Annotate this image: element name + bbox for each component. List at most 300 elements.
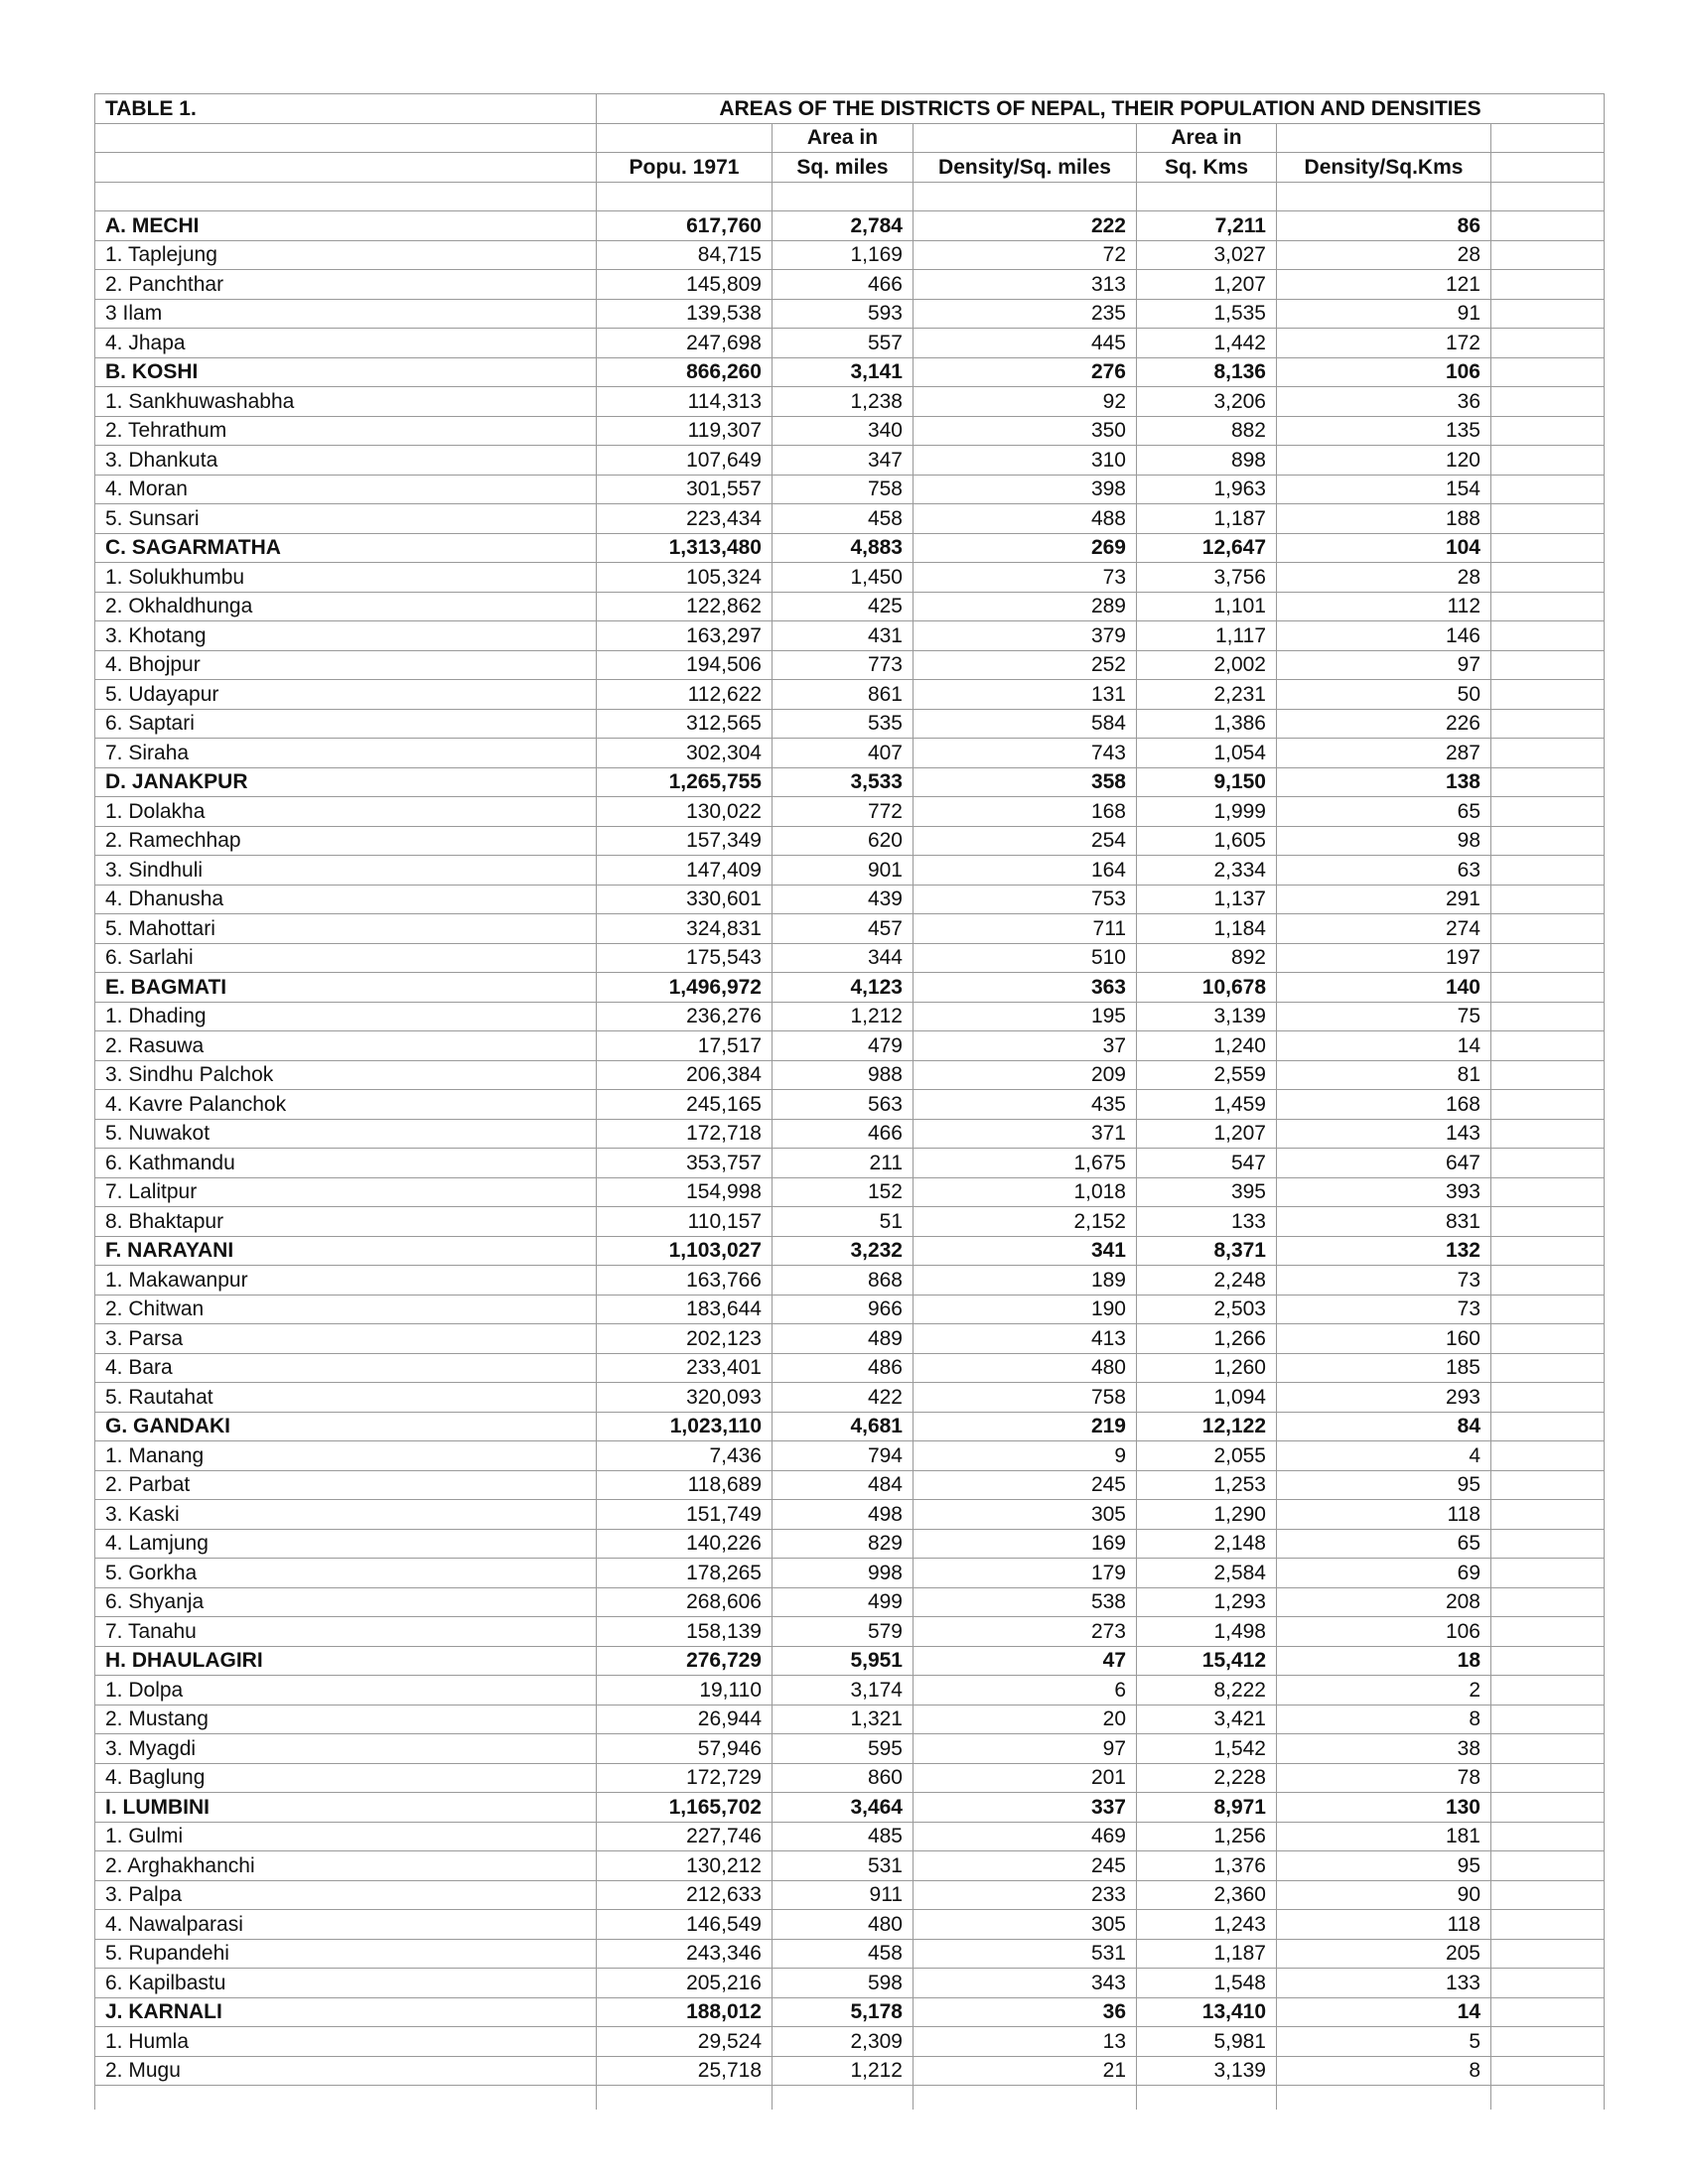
- population-cell: 223,434: [597, 504, 773, 534]
- area-sq-miles-cell: 2,309: [773, 2027, 914, 2057]
- empty-cell: [1491, 1939, 1605, 1969]
- area-sq-kms-cell: 2,055: [1137, 1441, 1277, 1471]
- area-sq-kms-cell: 1,256: [1137, 1822, 1277, 1851]
- district-row: [95, 650, 1605, 680]
- district-name: 4. Jhapa: [95, 329, 597, 358]
- district-name: 2. Arghakhanchi: [95, 1851, 597, 1881]
- district-row: [95, 1705, 1605, 1734]
- area-sq-miles-cell: 3,174: [773, 1676, 914, 1706]
- zone-name: F. NARAYANI: [95, 1236, 597, 1266]
- zone-name: A. MECHI: [95, 211, 597, 241]
- district-name: 3. Kaski: [95, 1500, 597, 1530]
- district-row: [95, 1266, 1605, 1296]
- area-sq-kms-cell: 1,999: [1137, 797, 1277, 827]
- area-sq-kms-cell: 2,248: [1137, 1266, 1277, 1296]
- empty-cell: [1491, 797, 1605, 827]
- spacer-cell: [914, 182, 1137, 211]
- empty-cell: [1491, 1060, 1605, 1090]
- density-sq-miles-cell: 47: [914, 1646, 1137, 1676]
- empty-cell: [1491, 446, 1605, 476]
- population-cell: 320,093: [597, 1383, 773, 1413]
- population-cell: 163,766: [597, 1266, 773, 1296]
- district-name: 2. Rasuwa: [95, 1031, 597, 1061]
- area-sq-miles-cell: 425: [773, 592, 914, 621]
- population-cell: 617,760: [597, 211, 773, 241]
- density-sq-miles-cell: 435: [914, 1090, 1137, 1120]
- area-sq-miles-cell: 466: [773, 270, 914, 300]
- area-sq-kms-cell: 1,376: [1137, 1851, 1277, 1881]
- density-sq-miles-cell: 1,018: [914, 1177, 1137, 1207]
- header-density-sq-miles: Density/Sq. miles: [914, 153, 1137, 183]
- density-sq-miles-cell: 245: [914, 1851, 1137, 1881]
- area-sq-miles-cell: 5,178: [773, 1997, 914, 2027]
- area-sq-kms-cell: 1,253: [1137, 1470, 1277, 1500]
- empty-cell: [1491, 943, 1605, 973]
- area-sq-kms-cell: 1,498: [1137, 1617, 1277, 1647]
- empty-cell: [1491, 973, 1605, 1003]
- density-sq-kms-cell: 181: [1277, 1822, 1491, 1851]
- area-sq-kms-cell: 2,559: [1137, 1060, 1277, 1090]
- district-name: 2. Parbat: [95, 1470, 597, 1500]
- density-sq-kms-cell: 8: [1277, 1705, 1491, 1734]
- density-sq-miles-cell: 343: [914, 1969, 1137, 1998]
- population-cell: 866,260: [597, 357, 773, 387]
- area-sq-miles-cell: 620: [773, 826, 914, 856]
- population-cell: 324,831: [597, 914, 773, 944]
- density-sq-kms-cell: 291: [1277, 885, 1491, 914]
- header-cell-empty: [95, 153, 597, 183]
- district-name: 3. Parsa: [95, 1324, 597, 1354]
- spacer-cell: [1491, 182, 1605, 211]
- header-cell-empty: [914, 123, 1137, 153]
- area-sq-miles-cell: 489: [773, 1324, 914, 1354]
- density-sq-miles-cell: 363: [914, 973, 1137, 1003]
- area-sq-kms-cell: 1,459: [1137, 1090, 1277, 1120]
- density-sq-miles-cell: 531: [914, 1939, 1137, 1969]
- area-sq-miles-cell: 772: [773, 797, 914, 827]
- area-sq-miles-cell: 2,784: [773, 211, 914, 241]
- population-cell: 57,946: [597, 1734, 773, 1764]
- population-cell: 188,012: [597, 1997, 773, 2027]
- area-sq-miles-cell: 794: [773, 1441, 914, 1471]
- density-sq-miles-cell: 37: [914, 1031, 1137, 1061]
- density-sq-miles-cell: 222: [914, 211, 1137, 241]
- density-sq-miles-cell: 219: [914, 1412, 1137, 1441]
- area-sq-kms-cell: 1,187: [1137, 504, 1277, 534]
- district-name: 1. Dolpa: [95, 1676, 597, 1706]
- district-name: 2. Ramechhap: [95, 826, 597, 856]
- density-sq-kms-cell: 97: [1277, 650, 1491, 680]
- empty-cell: [1491, 1266, 1605, 1296]
- area-sq-kms-cell: 2,231: [1137, 680, 1277, 710]
- district-row: [95, 621, 1605, 651]
- zone-row: [95, 1997, 1605, 2027]
- spacer-cell: [597, 182, 773, 211]
- density-sq-miles-cell: 201: [914, 1763, 1137, 1793]
- zone-name: J. KARNALI: [95, 1997, 597, 2027]
- empty-cell: [1491, 1031, 1605, 1061]
- zone-row: [95, 1412, 1605, 1441]
- district-name: 7. Tanahu: [95, 1617, 597, 1647]
- area-sq-kms-cell: 7,211: [1137, 211, 1277, 241]
- area-sq-miles-cell: 1,212: [773, 2056, 914, 2086]
- empty-cell: [1491, 1353, 1605, 1383]
- area-sq-miles-cell: 484: [773, 1470, 914, 1500]
- district-row: [95, 1851, 1605, 1881]
- area-sq-kms-cell: 1,137: [1137, 885, 1277, 914]
- empty-cell: [1491, 2086, 1605, 2111]
- area-sq-kms-cell: 1,605: [1137, 826, 1277, 856]
- header-cell-empty: [1491, 123, 1605, 153]
- area-sq-miles-cell: 486: [773, 1353, 914, 1383]
- area-sq-kms-cell: 3,139: [1137, 1002, 1277, 1031]
- empty-cell: [1491, 856, 1605, 886]
- density-sq-kms-cell: 69: [1277, 1559, 1491, 1588]
- district-row: [95, 1676, 1605, 1706]
- area-sq-miles-cell: 1,450: [773, 563, 914, 593]
- density-sq-kms-cell: 86: [1277, 211, 1491, 241]
- empty-cell: [1491, 299, 1605, 329]
- area-sq-kms-cell: 1,442: [1137, 329, 1277, 358]
- area-sq-miles-cell: 407: [773, 739, 914, 768]
- header-area-sq-kms-top: Area in: [1137, 123, 1277, 153]
- district-row: [95, 797, 1605, 827]
- area-sq-miles-cell: 535: [773, 709, 914, 739]
- district-name: 1. Makawanpur: [95, 1266, 597, 1296]
- empty-cell: [1491, 270, 1605, 300]
- density-sq-miles-cell: 131: [914, 680, 1137, 710]
- area-sq-kms-cell: 2,334: [1137, 856, 1277, 886]
- density-sq-kms-cell: 91: [1277, 299, 1491, 329]
- empty-cell: [1277, 2086, 1491, 2111]
- zone-name: G. GANDAKI: [95, 1412, 597, 1441]
- empty-cell: [1491, 1676, 1605, 1706]
- density-sq-kms-cell: 135: [1277, 416, 1491, 446]
- density-sq-miles-cell: 189: [914, 1266, 1137, 1296]
- density-sq-miles-cell: 9: [914, 1441, 1137, 1471]
- area-sq-miles-cell: 3,232: [773, 1236, 914, 1266]
- area-sq-kms-cell: 1,535: [1137, 299, 1277, 329]
- density-sq-kms-cell: 106: [1277, 1617, 1491, 1647]
- empty-cell: [1491, 1470, 1605, 1500]
- density-sq-miles-cell: 445: [914, 329, 1137, 358]
- area-sq-kms-cell: 2,584: [1137, 1559, 1277, 1588]
- population-cell: 114,313: [597, 387, 773, 417]
- area-sq-miles-cell: 499: [773, 1587, 914, 1617]
- density-sq-kms-cell: 28: [1277, 240, 1491, 270]
- empty-cell: [1491, 1002, 1605, 1031]
- area-sq-kms-cell: 882: [1137, 416, 1277, 446]
- density-sq-miles-cell: 169: [914, 1529, 1137, 1559]
- district-name: 1. Sankhuwashabha: [95, 387, 597, 417]
- population-cell: 139,538: [597, 299, 773, 329]
- district-name: 2. Mugu: [95, 2056, 597, 2086]
- area-sq-kms-cell: 1,293: [1137, 1587, 1277, 1617]
- density-sq-miles-cell: 350: [914, 416, 1137, 446]
- population-cell: 26,944: [597, 1705, 773, 1734]
- district-row: [95, 270, 1605, 300]
- density-sq-miles-cell: 254: [914, 826, 1137, 856]
- district-row: [95, 329, 1605, 358]
- district-row: [95, 826, 1605, 856]
- density-sq-miles-cell: 413: [914, 1324, 1137, 1354]
- empty-cell: [1491, 621, 1605, 651]
- density-sq-kms-cell: 146: [1277, 621, 1491, 651]
- district-row: [95, 475, 1605, 504]
- empty-cell: [1491, 1236, 1605, 1266]
- population-cell: 154,998: [597, 1177, 773, 1207]
- density-sq-kms-cell: 90: [1277, 1880, 1491, 1910]
- density-sq-miles-cell: 379: [914, 621, 1137, 651]
- district-name: 2. Mustang: [95, 1705, 597, 1734]
- district-row: [95, 680, 1605, 710]
- area-sq-miles-cell: 3,464: [773, 1793, 914, 1823]
- area-sq-miles-cell: 598: [773, 1969, 914, 1998]
- population-cell: 236,276: [597, 1002, 773, 1031]
- area-sq-kms-cell: 2,228: [1137, 1763, 1277, 1793]
- density-sq-miles-cell: 245: [914, 1470, 1137, 1500]
- area-sq-kms-cell: 1,054: [1137, 739, 1277, 768]
- header-cell-empty: [1491, 153, 1605, 183]
- density-sq-kms-cell: 140: [1277, 973, 1491, 1003]
- empty-cell: [1491, 1880, 1605, 1910]
- density-sq-miles-cell: 209: [914, 1060, 1137, 1090]
- density-sq-miles-cell: 469: [914, 1822, 1137, 1851]
- area-sq-miles-cell: 966: [773, 1295, 914, 1324]
- empty-cell: [1491, 739, 1605, 768]
- district-row: [95, 1177, 1605, 1207]
- empty-cell: [1491, 1822, 1605, 1851]
- density-sq-kms-cell: 154: [1277, 475, 1491, 504]
- empty-cell: [1491, 709, 1605, 739]
- population-cell: 25,718: [597, 2056, 773, 2086]
- density-sq-miles-cell: 252: [914, 650, 1137, 680]
- density-sq-kms-cell: 226: [1277, 709, 1491, 739]
- density-sq-kms-cell: 18: [1277, 1646, 1491, 1676]
- district-row: [95, 1910, 1605, 1940]
- density-sq-kms-cell: 5: [1277, 2027, 1491, 2057]
- density-sq-kms-cell: 81: [1277, 1060, 1491, 1090]
- district-row: [95, 1207, 1605, 1237]
- population-cell: 1,023,110: [597, 1412, 773, 1441]
- density-sq-kms-cell: 65: [1277, 797, 1491, 827]
- population-cell: 330,601: [597, 885, 773, 914]
- district-name: 1. Dhading: [95, 1002, 597, 1031]
- density-sq-miles-cell: 305: [914, 1500, 1137, 1530]
- density-sq-miles-cell: 584: [914, 709, 1137, 739]
- area-sq-kms-cell: 1,266: [1137, 1324, 1277, 1354]
- trailing-row: [95, 2086, 1605, 2111]
- population-cell: 140,226: [597, 1529, 773, 1559]
- empty-cell: [1491, 387, 1605, 417]
- zone-row: [95, 211, 1605, 241]
- area-sq-miles-cell: 152: [773, 1177, 914, 1207]
- district-name: 2. Panchthar: [95, 270, 597, 300]
- area-sq-miles-cell: 860: [773, 1763, 914, 1793]
- district-row: [95, 563, 1605, 593]
- district-row: [95, 1969, 1605, 1998]
- district-row: [95, 1939, 1605, 1969]
- district-name: 2. Tehrathum: [95, 416, 597, 446]
- district-row: [95, 1734, 1605, 1764]
- empty-cell: [95, 2086, 597, 2111]
- density-sq-kms-cell: 287: [1277, 739, 1491, 768]
- district-name: 7. Lalitpur: [95, 1177, 597, 1207]
- zone-name: B. KOSHI: [95, 357, 597, 387]
- area-sq-kms-cell: 133: [1137, 1207, 1277, 1237]
- density-sq-miles-cell: 313: [914, 270, 1137, 300]
- area-sq-kms-cell: 3,139: [1137, 2056, 1277, 2086]
- district-row: [95, 1090, 1605, 1120]
- area-sq-kms-cell: 1,117: [1137, 621, 1277, 651]
- population-cell: 172,729: [597, 1763, 773, 1793]
- area-sq-miles-cell: 868: [773, 1266, 914, 1296]
- district-name: 4. Bhojpur: [95, 650, 597, 680]
- population-cell: 312,565: [597, 709, 773, 739]
- density-sq-miles-cell: 480: [914, 1353, 1137, 1383]
- area-sq-miles-cell: 4,123: [773, 973, 914, 1003]
- district-name: 4. Nawalparasi: [95, 1910, 597, 1940]
- district-row: [95, 1002, 1605, 1031]
- area-sq-kms-cell: 1,240: [1137, 1031, 1277, 1061]
- density-sq-miles-cell: 743: [914, 739, 1137, 768]
- area-sq-kms-cell: 2,503: [1137, 1295, 1277, 1324]
- density-sq-kms-cell: 118: [1277, 1500, 1491, 1530]
- population-cell: 146,549: [597, 1910, 773, 1940]
- density-sq-kms-cell: 84: [1277, 1412, 1491, 1441]
- population-cell: 119,307: [597, 416, 773, 446]
- area-sq-miles-cell: 3,141: [773, 357, 914, 387]
- density-sq-kms-cell: 205: [1277, 1939, 1491, 1969]
- spacer-cell: [1137, 182, 1277, 211]
- density-sq-miles-cell: 179: [914, 1559, 1137, 1588]
- district-name: 4. Lamjung: [95, 1529, 597, 1559]
- district-name: 5. Nuwakot: [95, 1119, 597, 1149]
- population-cell: 84,715: [597, 240, 773, 270]
- district-row: [95, 943, 1605, 973]
- empty-cell: [1491, 1559, 1605, 1588]
- density-sq-miles-cell: 72: [914, 240, 1137, 270]
- density-sq-kms-cell: 118: [1277, 1910, 1491, 1940]
- header-sq-kms: Sq. Kms: [1137, 153, 1277, 183]
- area-sq-miles-cell: 4,883: [773, 533, 914, 563]
- area-sq-kms-cell: 2,148: [1137, 1529, 1277, 1559]
- area-sq-miles-cell: 5,951: [773, 1646, 914, 1676]
- density-sq-kms-cell: 73: [1277, 1295, 1491, 1324]
- district-row: [95, 1470, 1605, 1500]
- district-row: [95, 1119, 1605, 1149]
- district-row: [95, 240, 1605, 270]
- empty-cell: [1491, 211, 1605, 241]
- district-row: [95, 1587, 1605, 1617]
- density-sq-miles-cell: 538: [914, 1587, 1137, 1617]
- empty-cell: [1491, 504, 1605, 534]
- area-sq-kms-cell: 1,548: [1137, 1969, 1277, 1998]
- district-name: 2. Chitwan: [95, 1295, 597, 1324]
- area-sq-kms-cell: 8,371: [1137, 1236, 1277, 1266]
- density-sq-kms-cell: 95: [1277, 1470, 1491, 1500]
- density-sq-kms-cell: 120: [1277, 446, 1491, 476]
- area-sq-kms-cell: 892: [1137, 943, 1277, 973]
- density-sq-kms-cell: 185: [1277, 1353, 1491, 1383]
- district-name: 4. Bara: [95, 1353, 597, 1383]
- population-cell: 130,022: [597, 797, 773, 827]
- density-sq-kms-cell: 28: [1277, 563, 1491, 593]
- area-sq-kms-cell: 8,222: [1137, 1676, 1277, 1706]
- empty-cell: [1491, 1997, 1605, 2027]
- area-sq-miles-cell: 458: [773, 504, 914, 534]
- empty-cell: [1491, 1587, 1605, 1617]
- area-sq-kms-cell: 1,094: [1137, 1383, 1277, 1413]
- area-sq-miles-cell: 988: [773, 1060, 914, 1090]
- population-cell: 151,749: [597, 1500, 773, 1530]
- district-row: [95, 739, 1605, 768]
- area-sq-miles-cell: 211: [773, 1149, 914, 1178]
- zone-row: [95, 1236, 1605, 1266]
- density-sq-miles-cell: 190: [914, 1295, 1137, 1324]
- density-sq-miles-cell: 276: [914, 357, 1137, 387]
- area-sq-miles-cell: 579: [773, 1617, 914, 1647]
- area-sq-kms-cell: 1,207: [1137, 1119, 1277, 1149]
- area-sq-miles-cell: 431: [773, 621, 914, 651]
- area-sq-kms-cell: 1,542: [1137, 1734, 1277, 1764]
- empty-cell: [1491, 563, 1605, 593]
- area-sq-miles-cell: 901: [773, 856, 914, 886]
- density-sq-kms-cell: 65: [1277, 1529, 1491, 1559]
- density-sq-kms-cell: 168: [1277, 1090, 1491, 1120]
- area-sq-kms-cell: 547: [1137, 1149, 1277, 1178]
- empty-cell: [1491, 416, 1605, 446]
- population-cell: 243,346: [597, 1939, 773, 1969]
- zone-row: [95, 357, 1605, 387]
- population-cell: 353,757: [597, 1149, 773, 1178]
- district-row: [95, 1060, 1605, 1090]
- district-name: 3. Dhankuta: [95, 446, 597, 476]
- area-sq-kms-cell: 13,410: [1137, 1997, 1277, 2027]
- area-sq-miles-cell: 480: [773, 1910, 914, 1940]
- population-cell: 245,165: [597, 1090, 773, 1120]
- population-cell: 105,324: [597, 563, 773, 593]
- density-sq-kms-cell: 143: [1277, 1119, 1491, 1149]
- area-sq-kms-cell: 1,386: [1137, 709, 1277, 739]
- area-sq-kms-cell: 5,981: [1137, 2027, 1277, 2057]
- empty-cell: [1491, 826, 1605, 856]
- density-sq-kms-cell: 38: [1277, 1734, 1491, 1764]
- district-row: [95, 1441, 1605, 1471]
- density-sq-kms-cell: 112: [1277, 592, 1491, 621]
- empty-cell: [1491, 240, 1605, 270]
- area-sq-kms-cell: 898: [1137, 446, 1277, 476]
- density-sq-miles-cell: 711: [914, 914, 1137, 944]
- empty-cell: [1491, 533, 1605, 563]
- district-row: [95, 2027, 1605, 2057]
- district-name: 1. Humla: [95, 2027, 597, 2057]
- density-sq-miles-cell: 97: [914, 1734, 1137, 1764]
- area-sq-miles-cell: 1,321: [773, 1705, 914, 1734]
- area-sq-kms-cell: 3,756: [1137, 563, 1277, 593]
- empty-cell: [1491, 1412, 1605, 1441]
- district-name: 6. Shyanja: [95, 1587, 597, 1617]
- area-sq-miles-cell: 457: [773, 914, 914, 944]
- district-name: 5. Rautahat: [95, 1383, 597, 1413]
- population-cell: 194,506: [597, 650, 773, 680]
- zone-row: [95, 1646, 1605, 1676]
- area-sq-miles-cell: 479: [773, 1031, 914, 1061]
- empty-cell: [1491, 1705, 1605, 1734]
- area-sq-miles-cell: 344: [773, 943, 914, 973]
- density-sq-kms-cell: 293: [1277, 1383, 1491, 1413]
- density-sq-kms-cell: 78: [1277, 1763, 1491, 1793]
